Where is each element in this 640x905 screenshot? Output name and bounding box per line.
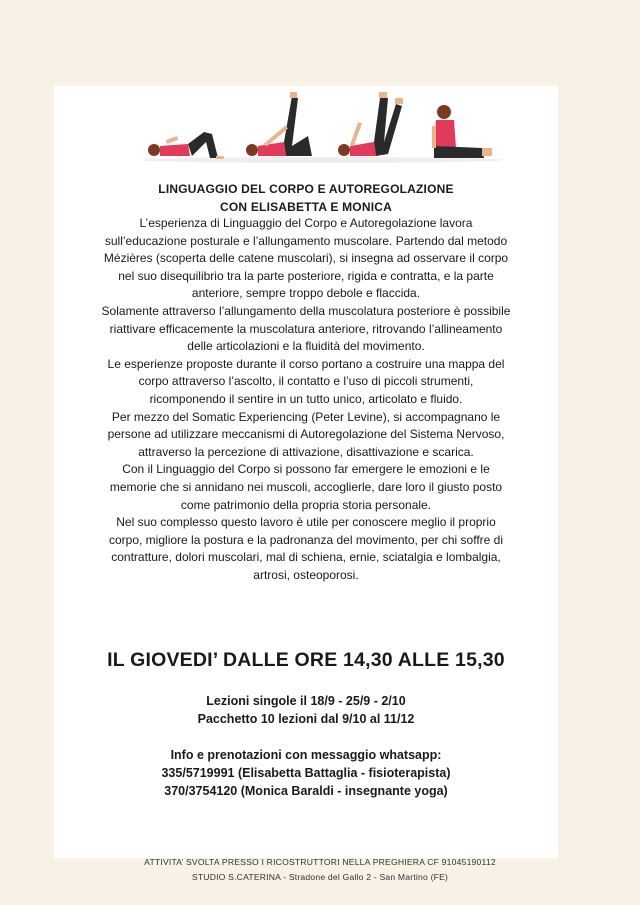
footer (0, 855, 640, 885)
contact-intro: Info e prenotazioni con messaggio whatsapp: (170, 748, 442, 762)
contact-info (54, 746, 558, 800)
description-line: contratture, dolori muscolari, mal di schiena, ernie, sciatalgia e lombalgia, (111, 550, 501, 565)
description-line: persone ad utilizzare meccanismi di Autoregolazione del Sistema Nervoso, (107, 427, 505, 442)
description-line: delle articolazioni e la fluidità del movimento. (187, 339, 425, 354)
footer-organization: ATTIVITA’ SVOLTA PRESSO I RICOSTRUTTORI NELLA PREGHIERA CF 91045190112 (144, 857, 496, 867)
yoga-figure-seated (432, 105, 492, 158)
description-line: Con il Linguaggio del Corpo si possono far emergere le emozioni e le (122, 462, 490, 477)
description-line: Per mezzo del Somatic Experiencing (Peter Levine), si accompagnano le (111, 409, 501, 424)
lessons-single: Lezioni singole il 18/9 - 25/9 - 2/10 (206, 694, 406, 708)
contact-elisabetta: 335/5719991 (Elisabetta Battaglia - fisioterapista) (161, 766, 451, 780)
footer-address: STUDIO S.CATERINA - Stradone del Gallo 2 - San Martino (FE) (191, 872, 449, 882)
description-line: nel suo disequilibrio tra la parte posteriore, rigida e contratta, e la parte (118, 268, 494, 283)
title-line-1: LINGUAGGIO DEL CORPO E AUTOREGOLAZIONE (158, 182, 454, 196)
description-line: come patrimonio della propria storia personale. (180, 497, 432, 512)
description-line: Mézières (scoperta delle catene muscolari), si insegna ad osservare il corpo (103, 251, 509, 266)
lessons-info (54, 692, 558, 728)
yoga-figure-both-legs-up (338, 92, 403, 156)
description-line: Nel suo complesso questo lavoro è utile per conoscere meglio il proprio (116, 515, 496, 530)
description-line: Le esperienze proposte durante il corso portano a costruire una mappa del (107, 356, 505, 371)
description-line: ricomponendo il sentire in un tutto unico, articolato e fluido. (149, 391, 463, 406)
lessons-package: Pacchetto 10 lezioni dal 9/10 al 11/12 (197, 712, 415, 726)
description-line: sull’educazione posturale e l’allungamento muscolare. Partendo dal metodo (104, 233, 508, 248)
description-line: riattivare efficacemente la muscolatura anteriore, ritrovando l’allineamento (109, 321, 503, 336)
description-line: anteriore, sempre troppo debole e flaccida. (191, 286, 421, 301)
description-line: L’esperienza di Linguaggio del Corpo e Autoregolazione lavora (139, 216, 473, 230)
title-line-2: CON ELISABETTA E MONICA (220, 200, 392, 214)
schedule-heading: IL GIOVEDI’ DALLE ORE 14,30 ALLE 15,30 (107, 649, 505, 671)
yoga-poses-illustration (132, 86, 512, 166)
description-line: corpo, migliore la postura e la padronanza del movimento, per chi soffre di (109, 532, 503, 547)
description-line: artrosi, osteoporosi. (253, 567, 359, 582)
yoga-figure-lying-knees-bent (148, 132, 224, 159)
yoga-figure-leg-raised (246, 92, 312, 156)
description-text (82, 215, 530, 584)
description-line: corpo attraverso l’ascolto, il contatto e l’uso di piccoli strumenti, (138, 374, 474, 389)
description-line: Solamente attraverso l’allungamento della muscolatura posteriore è possibile (101, 303, 511, 318)
contact-monica: 370/3754120 (Monica Baraldi - insegnante yoga) (164, 784, 448, 798)
flyer-title (54, 180, 558, 216)
description-line: memorie che si annidano nei muscoli, accoglierle, dare loro il giusto posto (109, 479, 503, 494)
description-line: attraverso la percezione di attivazione, disattivazione e scarica. (138, 444, 474, 459)
